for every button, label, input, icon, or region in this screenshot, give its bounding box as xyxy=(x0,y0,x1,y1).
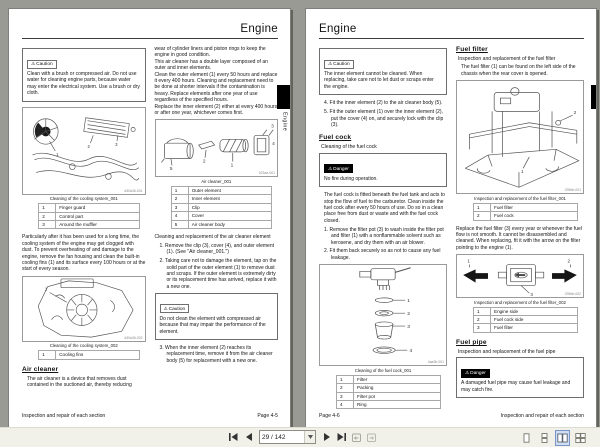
parts-table-cooling-2 xyxy=(38,350,139,359)
part-number: 4 xyxy=(337,400,354,408)
danger-box xyxy=(319,153,447,187)
numbered-step: 1. Remove the clip (3), cover (4), and outer element (1). (See "Air cleaner_001.") xyxy=(159,242,274,256)
footer-page-number: Page 4-6 xyxy=(319,413,340,419)
part-label: Control part xyxy=(56,212,139,220)
part-label: Ring xyxy=(354,400,441,408)
table-row xyxy=(171,212,271,220)
engine-fins-diagram xyxy=(23,277,145,341)
parts-table-air-cleaner xyxy=(171,186,272,229)
danger-text: No fire during operation. xyxy=(324,175,378,182)
part-number: 1 xyxy=(39,204,56,212)
page-number-input[interactable] xyxy=(260,431,304,443)
section-header-fuel-filter: Fuel filter xyxy=(456,46,488,53)
figure-caption: Cleaning of the fuel cock_001 xyxy=(354,367,412,373)
table-row xyxy=(474,212,578,220)
danger-tag xyxy=(324,164,353,173)
numbered-step: 1. Remove the filter pot (3) to wash inside the filter pot and filter (1) with a nonflammable solvent such as kerosene, and dry them with an air blower. xyxy=(324,226,444,246)
table-row xyxy=(39,220,139,228)
document-page-right xyxy=(305,8,597,429)
part-label: Inner element xyxy=(188,195,271,203)
figure-caption: Cleaning of the cooling system_001 xyxy=(49,196,118,202)
figure-caption: Inspection and replacement of the fuel filter_001 xyxy=(474,195,566,201)
svg-text:2: 2 xyxy=(567,258,571,264)
cooling-system-diagram xyxy=(23,108,145,194)
parts-table-fuel-filter-2 xyxy=(473,307,578,333)
warning-icon: ⚠ xyxy=(328,61,333,66)
section-tab-black-cut xyxy=(591,85,596,109)
next-view-button[interactable] xyxy=(365,430,378,444)
table-row xyxy=(474,324,578,332)
warning-icon: ⚠ xyxy=(163,305,168,311)
first-page-button[interactable] xyxy=(227,430,240,444)
body-paragraph: The fuel cock is fitted beneath the fuel tank and acts to stop the flow of fuel to the carburetor. Clean inside the fuel cock after every 50 hours of use. Do so in a clean place free from dust or waste and with the fuel cock closed. xyxy=(324,192,445,224)
fuel-cock-exploded-diagram xyxy=(320,265,446,365)
figure-code: 4aa3b-001 xyxy=(427,360,444,365)
table-row xyxy=(474,203,578,211)
svg-text:5: 5 xyxy=(169,166,173,172)
part-number: 1 xyxy=(39,351,56,359)
caution-text: Do not clean the element with compressed air because that may impair the performance of the element. xyxy=(159,315,266,335)
table-row xyxy=(171,195,271,203)
danger-text: A damaged fuel pipe may cause fuel leakage and may catch fire. xyxy=(461,380,571,393)
part-label: Around the muffler xyxy=(56,220,139,228)
subsection-title: Inspection and replacement of the fuel pipe xyxy=(458,348,556,355)
warning-icon: ⚠ xyxy=(465,370,470,376)
part-number: 2 xyxy=(474,212,491,220)
section-header-fuel-pipe: Fuel pipe xyxy=(456,338,487,346)
part-label: Cooling fins xyxy=(56,351,139,359)
part-label: Fuel filter xyxy=(491,324,578,332)
page-list-dropdown-button[interactable] xyxy=(304,431,315,443)
part-number: 2 xyxy=(337,384,354,392)
table-row xyxy=(337,400,441,408)
caution-label: Caution xyxy=(36,62,53,67)
body-paragraph: Clean the outer element (1) every 50 hours and replace it every 400 hours. Cleaning and replacement need to be done at shorter intervals if the contamination is heavy. Replace elements after one year of use regardless of the specified hours. xyxy=(154,71,278,104)
part-number: 4 xyxy=(171,212,188,220)
part-label: Filter pot xyxy=(354,392,441,400)
figure-cooling-system-2 xyxy=(22,276,146,342)
svg-text:3: 3 xyxy=(407,324,411,330)
caution-tag xyxy=(324,60,354,69)
danger-label: Danger xyxy=(470,371,486,377)
svg-text:4: 4 xyxy=(409,348,413,354)
table-row xyxy=(337,392,441,400)
warning-icon: ⚠ xyxy=(328,165,333,171)
table-row xyxy=(474,307,578,315)
body-paragraph: The air cleaner is a device that removes dust contained in the suctioned air, thereby reducing xyxy=(27,375,132,389)
table-row xyxy=(171,186,271,194)
body-paragraph: Replace the fuel filter (3) every year or whenever the fuel flow is not smooth. It cannot be disassembled and cleaned. When replacing, fit it with the arrow on the filter pointing to the engine (1). xyxy=(456,225,582,251)
page-number-field xyxy=(259,430,316,444)
facing-continuous-view-button[interactable] xyxy=(573,430,588,446)
body-paragraph: Particularly after it has been used for a long time, the cooling system of the engine may get clogged with dust. To prevent overheating of and damage to the engine, remove the fan housing and clean the built-in cooling fins (1) and its surface every 100 hours or at the start of every season. xyxy=(22,234,146,273)
part-label: Finger guard xyxy=(56,204,139,212)
table-row xyxy=(39,351,139,359)
part-number: 3 xyxy=(337,392,354,400)
caution-box xyxy=(155,293,279,340)
figure-code: d30a36-002 xyxy=(124,335,143,340)
figure-code: 039bb-002 xyxy=(564,292,581,297)
parts-table-fuel-filter-1 xyxy=(473,203,578,221)
svg-text:3: 3 xyxy=(530,292,533,298)
part-number: 1 xyxy=(171,186,188,194)
part-number: 1 xyxy=(337,375,354,383)
section-tab-black xyxy=(277,85,290,109)
figure-caption: Cleaning of the cooling system_002 xyxy=(49,343,118,349)
svg-text:1: 1 xyxy=(230,163,233,168)
part-number: 2 xyxy=(39,212,56,220)
part-number: 2 xyxy=(171,195,188,203)
parts-table-cooling-1 xyxy=(38,203,139,229)
part-label: Fuel cock side xyxy=(491,316,578,324)
continuous-view-button[interactable] xyxy=(537,430,552,446)
section-header-fuel-cock: Fuel cock xyxy=(319,134,352,142)
svg-text:1: 1 xyxy=(44,286,48,292)
figure-code: 023ae-001 xyxy=(258,171,275,176)
danger-box xyxy=(456,357,584,398)
subsection-title: Cleaning of the fuel cock xyxy=(321,144,377,151)
subsection-title: Inspection and replacement of the fuel filter xyxy=(458,56,556,62)
part-label: Filter xyxy=(354,375,441,383)
figure-cooling-system-1 xyxy=(22,107,146,195)
svg-text:4: 4 xyxy=(271,141,275,147)
figure-fuel-cock xyxy=(319,264,447,366)
body-paragraph: The fuel filter (1) can be found on the left side of the chassis when the rear cover is opened. xyxy=(461,64,576,77)
table-row xyxy=(39,212,139,220)
part-label: Fuel filter xyxy=(491,203,578,211)
figure-code: 039bb-001 xyxy=(564,188,581,193)
svg-text:1: 1 xyxy=(467,258,470,264)
part-number: 1 xyxy=(474,203,491,211)
svg-text:3: 3 xyxy=(115,141,118,147)
caution-label: Caution xyxy=(333,62,350,67)
svg-text:1: 1 xyxy=(407,298,411,304)
numbered-step: 4. Fit the inner element (2) to the air cleaner body (5). xyxy=(324,100,443,107)
part-label: Clip xyxy=(188,203,271,211)
part-number: 3 xyxy=(474,324,491,332)
facing-pages-view-button[interactable] xyxy=(555,430,570,446)
figure-fuel-filter-location xyxy=(456,80,584,194)
svg-text:3: 3 xyxy=(270,124,274,130)
single-page-view-button[interactable] xyxy=(519,430,534,446)
page-title: Engine xyxy=(319,23,584,39)
part-number: 3 xyxy=(171,203,188,211)
svg-text:1: 1 xyxy=(56,151,59,157)
caution-text: Clean with a brush or compressed air. Do not use water for cleaning engine parts, because water may enter the electrical system. Use a brush or dry cloth. xyxy=(27,71,140,97)
part-label: Air cleaner body xyxy=(188,220,271,228)
figure-code: d30a36-001 xyxy=(124,188,143,193)
danger-label: Danger xyxy=(333,166,349,172)
body-paragraph: Replace the inner element (2) either at every 400 hours or after one year, whichever comes first. xyxy=(154,103,278,117)
svg-text:2: 2 xyxy=(87,143,90,149)
svg-text:1: 1 xyxy=(521,169,524,175)
part-label: Engine side xyxy=(491,307,578,315)
footer-section-title: Inspection and repair of each section xyxy=(500,413,584,419)
previous-view-button[interactable] xyxy=(350,430,363,444)
subsection-title: Cleaning and replacement of the air cleaner element xyxy=(154,234,271,240)
table-row xyxy=(337,384,441,392)
air-cleaner-exploded-diagram xyxy=(156,120,278,176)
part-number: 1 xyxy=(474,307,491,315)
part-label: Packing xyxy=(354,384,441,392)
svg-text:2: 2 xyxy=(407,311,411,317)
table-row xyxy=(171,203,271,211)
chassis-diagram xyxy=(457,81,583,193)
next-page-button[interactable] xyxy=(320,430,333,444)
caution-box xyxy=(22,48,146,102)
footer-page-number: Page 4-5 xyxy=(257,413,278,419)
footer-section-title: Inspection and repair of each section xyxy=(22,413,106,419)
table-row xyxy=(171,220,271,228)
part-label: Fuel cock xyxy=(491,212,578,220)
viewer-toolbar xyxy=(0,427,600,447)
body-paragraph: wear of cylinder liners and piston rings to keep the engine in good condition. xyxy=(154,46,266,59)
document-page-left xyxy=(8,8,291,429)
figure-caption: Inspection and replacement of the fuel filter_002 xyxy=(474,299,566,305)
numbered-step: 2. Fit them back securely so as not to cause any fuel leakage. xyxy=(324,248,441,261)
part-label: Outer element xyxy=(188,186,271,194)
last-page-button[interactable] xyxy=(335,430,348,444)
caution-tag xyxy=(27,60,57,69)
caution-tag xyxy=(160,304,190,313)
caution-label: Caution xyxy=(168,306,186,312)
figure-air-cleaner xyxy=(155,119,279,177)
numbered-step: 3. When the inner element (2) reaches its replacement time, remove it from the air cleaner body (5) for replacement with a new one. xyxy=(159,344,273,364)
figure-fuel-filter-direction xyxy=(456,254,584,298)
danger-tag xyxy=(461,369,490,378)
caution-text: The inner element cannot be cleaned. When replacing, take care not to let dust or scraps enter the engine. xyxy=(324,71,434,90)
numbered-step: 5. Fit the outer element (1) over the inner element (2), put the cover (4) on, and securely lock with the clip (3). xyxy=(324,109,444,128)
parts-table-fuel-cock xyxy=(336,375,441,410)
table-row xyxy=(39,204,139,212)
svg-text:2: 2 xyxy=(573,110,577,116)
table-row xyxy=(337,375,441,383)
section-header-air-cleaner: Air cleaner xyxy=(22,365,59,373)
part-number: 5 xyxy=(171,220,188,228)
svg-text:2: 2 xyxy=(202,159,206,164)
body-paragraph: This air cleaner has a double layer composed of an outer and inner elements. xyxy=(154,58,268,72)
numbered-step: 2. Taking care not to damage the element, tap on the solid part of the outer element (1) to remove dust and scraps. If the outer element is extremely dirty or its replacement time has arrived, replace it with a new one. xyxy=(159,258,277,290)
part-label: Cover xyxy=(188,212,271,220)
part-number: 3 xyxy=(39,220,56,228)
figure-caption: Air cleaner_001 xyxy=(201,178,232,184)
table-row xyxy=(474,316,578,324)
previous-page-button[interactable] xyxy=(242,430,255,444)
part-number: 2 xyxy=(474,316,491,324)
page-title: Engine xyxy=(22,23,278,39)
fuel-filter-arrows-diagram xyxy=(457,255,583,297)
section-tab-label: Engine xyxy=(281,112,288,132)
caution-box xyxy=(319,48,447,95)
warning-icon: ⚠ xyxy=(31,61,36,66)
